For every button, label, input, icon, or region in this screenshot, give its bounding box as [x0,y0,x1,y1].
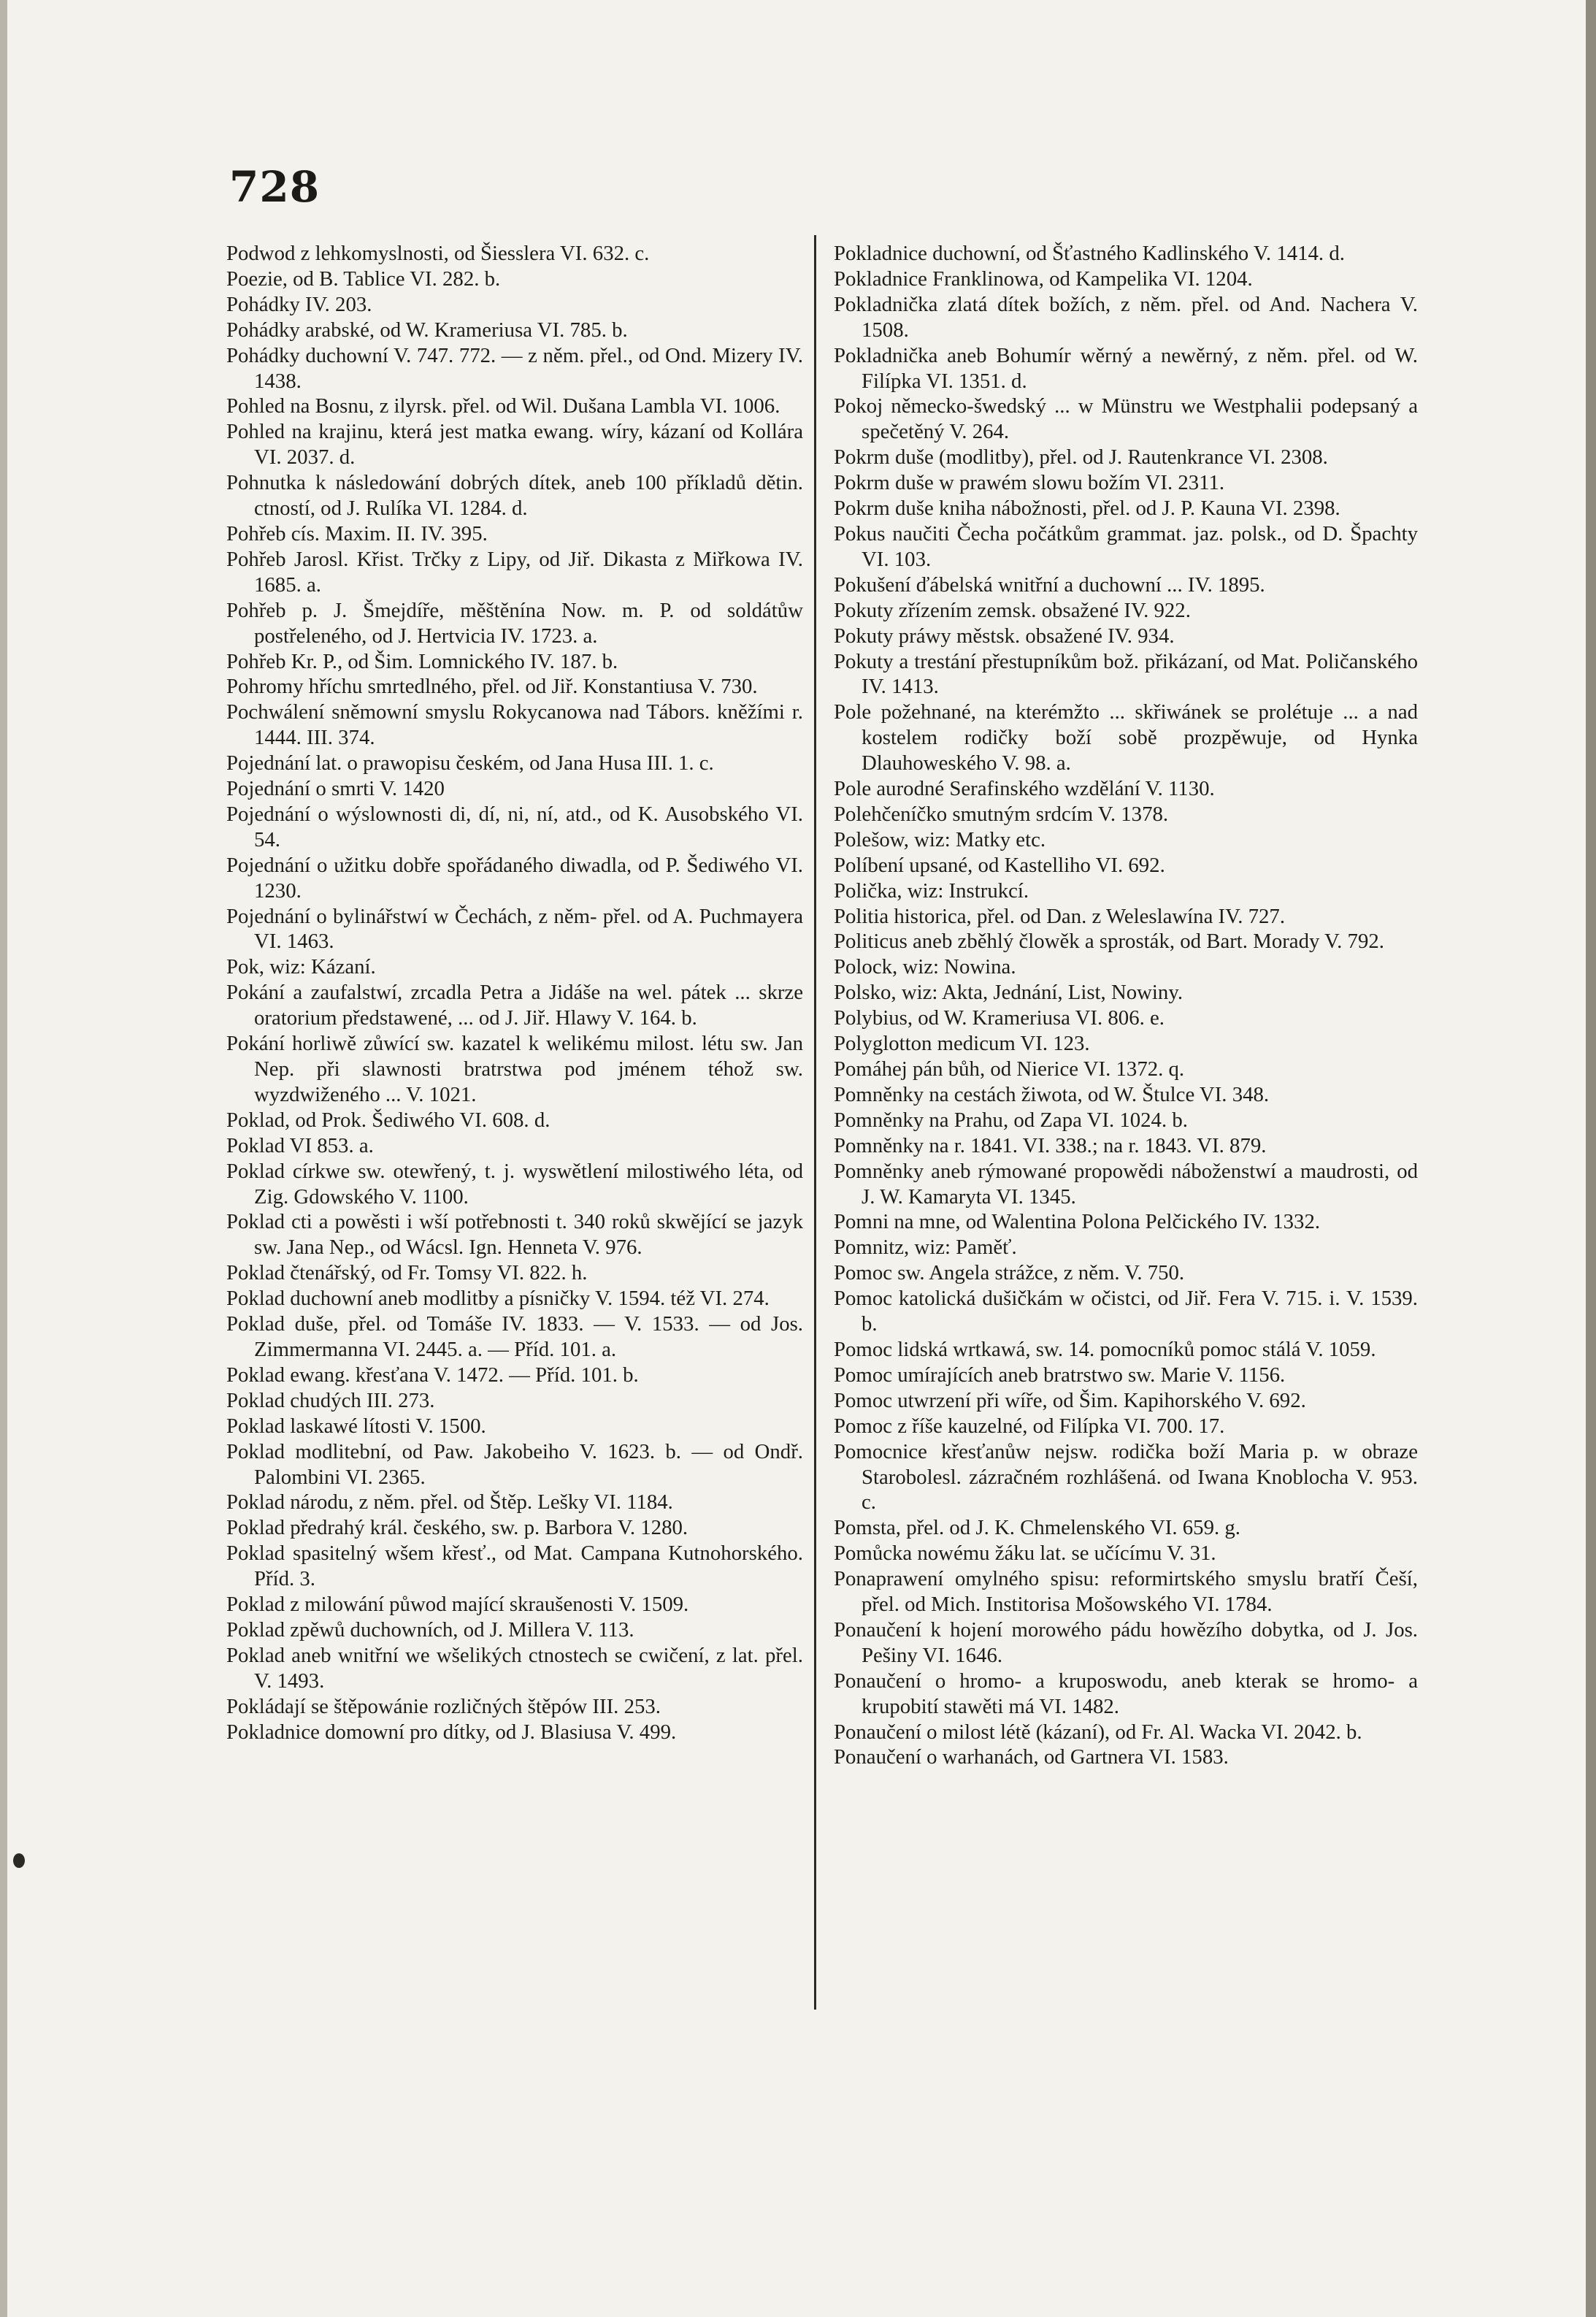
index-entry: Pokladnice Franklinowa, od Kampelika VI. 1204. [834,267,1253,291]
index-entry: Pomnitz, wiz: Paměť. [834,1236,1017,1260]
index-entry: Poklad z milowání půwod mající skraušenosti V. 1509. [226,1593,689,1617]
index-entry: Politia historica, přel. od Dan. z Weleslawína IV. 727. [834,904,1286,928]
index-entry: Pokání horliwě zůwící sw. kazatel k welikému milost. létu sw. Jan Nep. při slawnosti bratrstwa pod jménem téhož sw. wyzdwiženého ... V. 1021. [226,1032,803,1106]
index-entry: Pokrm duše w prawém slowu božím VI. 2311. [834,471,1225,495]
index-entry: Pokladnička aneb Bohumír wěrný a newěrný, z něm. přel. od W. Filípka VI. 1351. d. [834,343,1418,393]
index-entry: Pomocnice křesťanůw nejsw. rodička boží Maria p. w obraze Starobolesl. zázračném rozhlášená. od Iwana Knoblocha V. 953. c. [834,1439,1418,1514]
index-entry: Poklad VI 853. a. [226,1133,374,1157]
index-entry: Poklad církwe sw. otewřený, t. j. wyswětlení milostiwého léta, od Zig. Gdowského V. 1100. [226,1159,803,1209]
index-entry: Polsko, wiz: Akta, Jednání, List, Nowiny. [834,981,1183,1005]
index-entry: Pomněnky na Prahu, od Zapa VI. 1024. b. [834,1108,1188,1132]
index-entry: Polyglotton medicum VI. 123. [834,1032,1090,1056]
index-entry: Pomněnky na r. 1841. VI. 338.; na r. 1843. VI. 879. [834,1133,1267,1157]
index-entry: Polešow, wiz: Matky etc. [834,827,1046,851]
index-entry: Pomni na mne, od Walentina Polona Pelčického IV. 1332. [834,1210,1321,1234]
index-entry: Poklad chudých III. 273. [226,1388,435,1412]
index-entry: Pomoc z říše kauzelné, od Filípka VI. 700. 17. [834,1414,1225,1438]
index-entry: Poklad čtenářský, od Fr. Tomsy VI. 822. h. [226,1261,588,1285]
index-entry: Pokladnice duchowní, od Šťastného Kadlinského V. 1414. d. [834,242,1345,265]
index-entry: Pokuty a trestání přestupníkům bož. přikázaní, od Mat. Poličanského IV. 1413. [834,649,1418,699]
index-entry: Pokladnice domowní pro dítky, od J. Blasiusa V. 499. [226,1720,677,1744]
column-divider [814,235,816,2010]
index-entry: Poklad duchowní aneb modlitby a písničky V. 1594. též VI. 274. [226,1287,770,1311]
index-entry: Pomoc utwrzení při wíře, od Šim. Kapihorského V. 692. [834,1388,1306,1412]
index-entry: Políbení upsané, od Kastelliho VI. 692. [834,853,1165,877]
index-entry: Pohřeb p. J. Šmejdíře, měštěnína Now. m. P. od soldátůw postřeleného, od J. Hertvicia IV. 1723. a. [226,598,803,648]
page-number: 728 [229,162,321,212]
index-entry: Ponaučení k hojení morowého pádu howězího dobytka, od J. Jos. Pešiny VI. 1646. [834,1617,1418,1667]
index-entry: Polehčeníčko smutným srdcím V. 1378. [834,802,1169,826]
index-entry: Pomoc sw. Angela strážce, z něm. V. 750. [834,1261,1185,1285]
index-entry: Pohřeb cís. Maxim. II. IV. 395. [226,521,488,545]
index-entry: Pomoc umírajících aneb bratrstwo sw. Marie V. 1156. [834,1363,1286,1387]
margin-ink-mark [13,1853,25,1868]
index-entry: Pohřeb Kr. P., od Šim. Lomnického IV. 187. b. [226,649,618,673]
index-entry: Ponaučení o milost létě (kázaní), od Fr. Al. Wacka VI. 2042. b. [834,1720,1362,1744]
index-entry: Pohádky duchowní V. 747. 772. — z něm. přel., od Ond. Mizery IV. 1438. [226,343,803,393]
index-entry: Pokoj německo-šwedský ... w Münstru we Westphalii podepsaný a spečetěný V. 264. [834,394,1418,444]
index-entry: Pomněnky na cestách žiwota, od W. Štulce VI. 348. [834,1082,1270,1106]
index-entry: Pokladnička zlatá dítek božích, z něm. přel. od And. Nachera V. 1508. [834,292,1418,342]
index-entry: Pokus naučiti Čecha počátkům grammat. jaz. polsk., od D. Špachty VI. 103. [834,521,1418,571]
index-entry: Ponaučení o hromo- a kruposwodu, aneb kterak se hromo- a krupobití stawěti má VI. 1482. [834,1669,1418,1718]
index-entry: Pokrm duše (modlitby), přel. od J. Rautenkrance VI. 2308. [834,445,1328,470]
index-entry: Pohádky IV. 203. [226,292,372,316]
index-entry: Poklad předrahý král. českého, sw. p. Barbora V. 1280. [226,1516,688,1540]
index-column-right [834,241,1418,1770]
index-entry: Pohřeb Jarosl. Křist. Trčky z Lipy, od Jiř. Dikasta z Miřkowa IV. 1685. a. [226,547,803,597]
index-entry: Ponaprawení omylného spisu: reformirtského smyslu bratří Češí, přel. od Mich. Institorisa Mošowského VI. 1784. [834,1567,1418,1617]
index-entry: Poklad laskawé lítosti V. 1500. [226,1414,486,1438]
index-entry: Ponaučení o warhanách, od Gartnera VI. 1583. [834,1745,1229,1769]
index-entry: Pohled na Bosnu, z ilyrsk. přel. od Wil. Dušana Lambla VI. 1006. [226,394,780,418]
index-entry: Pojednání o wýslownosti di, dí, ni, ní, atd., od K. Ausobského VI. 54. [226,802,803,851]
index-entry: Pokání a zaufalstwí, zrcadla Petra a Jidáše na wel. pátek ... skrze oratorium předstawené, ... od J. Jiř. Hlawy V. 164. b. [226,981,803,1030]
index-entry: Pomoc katolická dušičkám w očistci, od Jiř. Fera V. 715. i. V. 1539. b. [834,1287,1418,1336]
index-entry: Pole požehnané, na kterémžto ... skřiwánek se prolétuje ... a nad kostelem rodičky boží sobě prozpěwuje, od Hynka Dlauhoweského V. 98. a. [834,700,1418,775]
index-entry: Pokušení ďábelská wnitřní a duchowní ... IV. 1895. [834,572,1265,597]
index-entry: Pomáhej pán bůh, od Nierice VI. 1372. q. [834,1057,1185,1081]
index-entry: Politicus aneb zběhlý člowěk a sprosták, od Bart. Morady V. 792. [834,930,1384,954]
index-entry: Polybius, od W. Krameriusa VI. 806. e. [834,1006,1165,1030]
index-entry: Poklad cti a powěsti i wší potřebnosti t. 340 roků skwějící se jazyk sw. Jana Nep., od Wácsl. Ign. Henneta V. 976. [226,1210,803,1260]
index-entry: Poklad duše, přel. od Tomáše IV. 1833. — V. 1533. — od Jos. Zimmermanna VI. 2445. a. — Příd. 101. a. [226,1312,803,1361]
index-entry: Pojednání lat. o prawopisu českém, od Jana Husa III. 1. c. [226,751,714,775]
index-entry: Poezie, od B. Tablice VI. 282. b. [226,267,501,291]
index-entry: Podwod z lehkomyslnosti, od Šiesslera VI. 632. c. [226,242,650,265]
index-entry: Polock, wiz: Nowina. [834,955,1016,979]
index-entry: Pokuty práwy městsk. obsažené IV. 934. [834,624,1175,648]
index-entry: Pohádky arabské, od W. Krameriusa VI. 785. b. [226,318,628,342]
index-entry: Pokládají se štěpowánie rozličných štěpów III. 253. [226,1694,661,1718]
index-entry: Pohled na krajinu, která jest matka ewang. wíry, kázaní od Kollára VI. 2037. d. [226,420,803,470]
index-entry: Polička, wiz: Instrukcí. [834,878,1029,903]
index-entry: Pomněnky aneb rýmowané propowědi náboženstwí a maudrosti, od J. W. Kamaryta VI. 1345. [834,1159,1418,1209]
index-entry: Pojednání o bylinářstwí w Čechách, z něm- přel. od A. Puchmayera VI. 1463. [226,904,803,954]
index-entry: Poklad spasitelný wšem křesť., od Mat. Campana Kutnohorského. Příd. 3. [226,1542,803,1591]
index-entry: Poklad ewang. křesťana V. 1472. — Příd. 101. b. [226,1363,639,1387]
index-entry: Poklad aneb wnitřní we wšelikých ctnostech se cwičení, z lat. přel. V. 1493. [226,1643,803,1693]
index-entry: Pojednání o smrti V. 1420 [226,777,445,801]
index-entry: Pohromy hříchu smrtedlného, přel. od Jiř. Konstantiusa V. 730. [226,675,758,699]
index-entry: Pomůcka nowému žáku lat. se učícímu V. 31. [834,1542,1216,1566]
index-entry: Pokrm duše kniha nábožnosti, přel. od J. P. Kauna VI. 2398. [834,497,1340,521]
index-entry: Pok, wiz: Kázaní. [226,955,376,979]
index-column-left [226,241,803,1745]
index-entry: Poklad zpěwů duchowních, od J. Millera V. 113. [226,1617,634,1642]
index-entry: Pojednání o užitku dobře spořádaného diwadla, od P. Šediwého VI. 1230. [226,853,803,903]
index-entry: Pochwálení sněmowní smyslu Rokycanowa nad Tábors. kněžími r. 1444. III. 374. [226,700,803,750]
index-entry: Pohnutka k následowání dobrých dítek, aneb 100 příkladů dětin. ctností, od J. Rulíka VI. 1284. d. [226,471,803,521]
index-entry: Pokuty zřízením zemsk. obsažené IV. 922. [834,598,1191,622]
index-entry: Pomoc lidská wrtkawá, sw. 14. pomocníků pomoc stálá V. 1059. [834,1337,1376,1361]
index-entry: Poklad národu, z něm. přel. od Štěp. Lešky VI. 1184. [226,1490,673,1514]
index-entry: Pomsta, přel. od J. K. Chmelenského VI. 659. g. [834,1516,1240,1540]
index-entry: Poklad modlitební, od Paw. Jakobeiho V. 1623. b. — od Ondř. Palombini VI. 2365. [226,1439,803,1489]
index-entry: Pole aurodné Serafinského wzdělání V. 1130. [834,777,1215,801]
index-entry: Poklad, od Prok. Šediwého VI. 608. d. [226,1108,550,1132]
